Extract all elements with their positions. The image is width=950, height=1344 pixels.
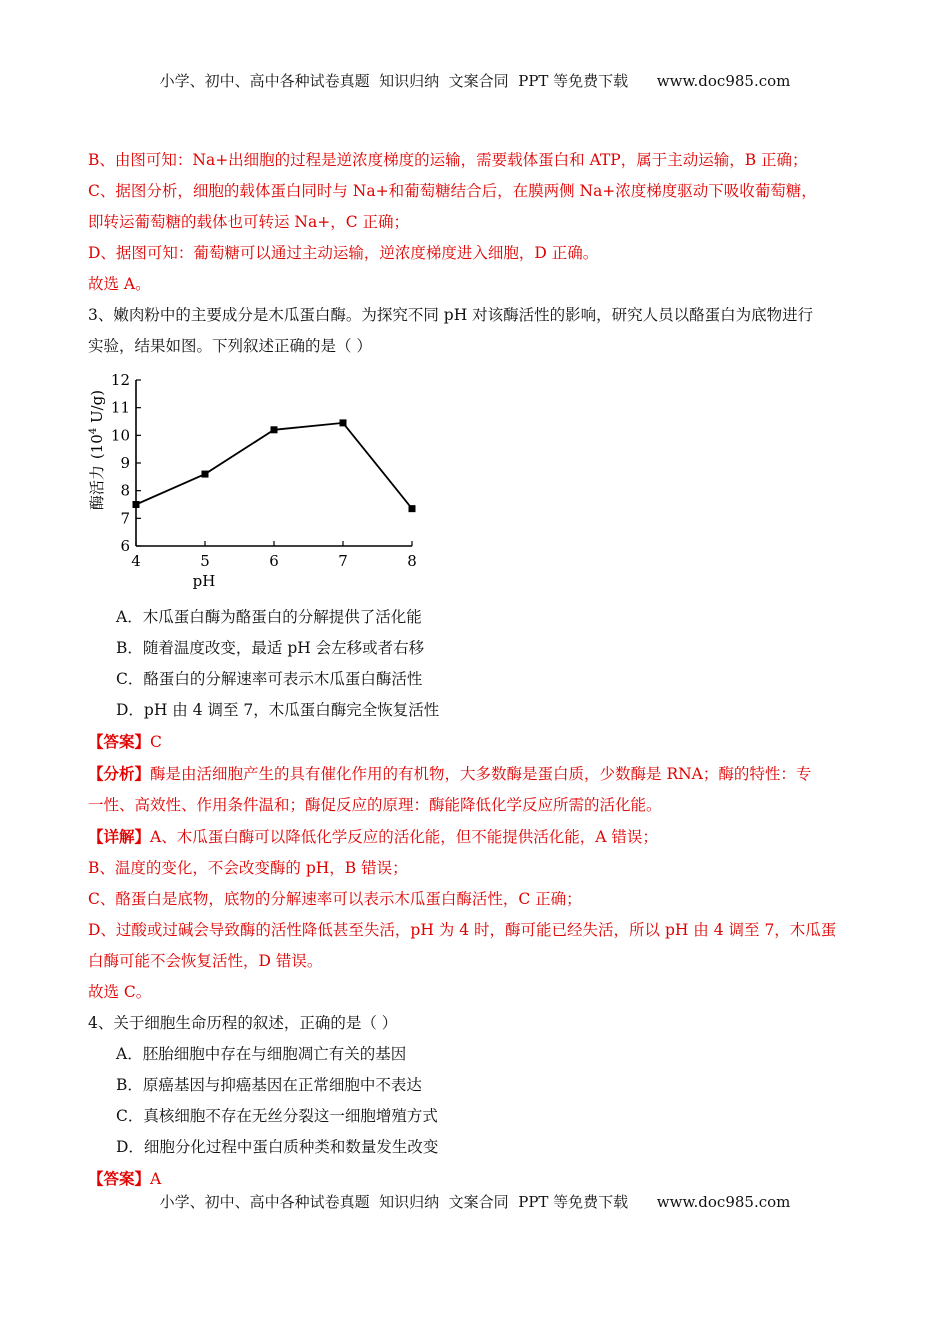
q3-answer (88, 726, 868, 758)
q4-stem: 4、关于细胞生命历程的叙述，正确的是（ ） (88, 1014, 398, 1032)
q3-analysis-text1: 酶是由活细胞产生的具有催化作用的有机物，大多数酶是蛋白质，少数酶是 RNA；酶的特性：专 (150, 765, 812, 783)
q4-option-c: C．真核细胞不存在无丝分裂这一细胞增殖方式 (116, 1107, 438, 1125)
x-axis-label: pH (192, 572, 216, 590)
q3-analysis-line2: 一性、高效性、作用条件温和；酶促反应的原理：酶能降低化学反应所需的活化能。 (88, 796, 662, 814)
q3-detail-a-text: A、木瓜蛋白酶可以降低化学反应的活化能，但不能提供活化能，A 错误； (150, 828, 658, 846)
q3-detail-c: C、酪蛋白是底物，底物的分解速率可以表示木瓜蛋白酶活性，C 正确； (88, 890, 582, 908)
q4-option-b: B．原癌基因与抑癌基因在正常细胞中不表达 (116, 1076, 422, 1094)
y-tick-label: 8 (120, 481, 130, 500)
page-content (88, 145, 868, 1195)
q3-detail-label: 【详解】 (88, 827, 151, 846)
prev-analysis-c-line2: 即转运葡萄糖的载体也可转运 Na+，C 正确； (88, 213, 410, 231)
q3-analysis-line1 (88, 758, 868, 790)
x-tick-label: 6 (269, 552, 279, 570)
q4-option-a: A．胚胎细胞中存在与细胞凋亡有关的基因 (116, 1045, 407, 1063)
q3-stem-line2: 实验，结果如图。下列叙述正确的是（ ） (88, 337, 372, 355)
page-footer: 小学、初中、高中各种试卷真题 知识归纳 文案合同 PPT 等免费下载 www.doc985.com (159, 1193, 791, 1211)
q3-answer-value: C (150, 733, 162, 751)
q4-option-d: D．细胞分化过程中蛋白质种类和数量发生改变 (116, 1138, 439, 1156)
activity-series-line (136, 423, 412, 509)
q4-answer-label: 【答案】 (88, 1169, 151, 1188)
y-tick-label: 9 (120, 454, 130, 472)
y-tick-label: 10 (110, 426, 130, 445)
y-tick-label: 6 (120, 537, 130, 555)
q3-option-b: B．随着温度改变，最适 pH 会左移或者右移 (116, 639, 425, 657)
data-point-marker (340, 419, 347, 426)
q3-option-c: C．酪蛋白的分解速率可表示木瓜蛋白酶活性 (116, 670, 423, 688)
q3-detail-a (88, 821, 868, 853)
q3-answer-label: 【答案】 (88, 732, 151, 751)
x-tick-label: 7 (338, 552, 348, 570)
prev-analysis-b: B、由图可知：Na+出细胞的过程是逆浓度梯度的运输，需要载体蛋白和 ATP，属于主动运输，B 正确； (88, 151, 808, 169)
q3-option-d: D．pH 由 4 调至 7，木瓜蛋白酶完全恢复活性 (116, 701, 440, 719)
data-point-marker (409, 505, 416, 512)
q3-detail-b: B、温度的变化，不会改变酶的 pH，B 错误； (88, 859, 408, 877)
prev-analysis-c-line1: C、据图分析，细胞的载体蛋白同时与 Na+和葡萄糖结合后，在膜两侧 Na+浓度梯度驱动下吸收葡萄糖， (88, 182, 817, 200)
ph-enzyme-activity-chart (88, 368, 428, 598)
q3-detail-d-line2: 白酶可能不会恢复活性，D 错误。 (88, 952, 323, 970)
y-tick-label: 12 (110, 371, 130, 389)
q3-detail-d-line1: D、过酸或过碱会导致酶的活性降低甚至失活，pH 为 4 时，酶可能已经失活，所以 pH 由 4 调至 7，木瓜蛋 (88, 921, 837, 939)
x-tick-label: 5 (200, 552, 210, 570)
y-axis-label: 酶活力($10^4$ U/g) (88, 389, 106, 511)
page-header: 小学、初中、高中各种试卷真题 知识归纳 文案合同 PPT 等免费下载 www.doc985.com (159, 72, 791, 90)
prev-analysis-d: D、据图可知：葡萄糖可以通过主动运输，逆浓度梯度进入细胞，D 正确。 (88, 244, 599, 262)
x-tick-label: 8 (407, 552, 417, 570)
q3-conclusion: 故选 C。 (88, 983, 152, 1001)
data-point-marker (133, 501, 140, 508)
q4-answer-value: A (150, 1170, 162, 1188)
data-point-marker (271, 426, 278, 433)
x-tick-label: 4 (131, 552, 141, 570)
prev-conclusion: 故选 A。 (88, 275, 151, 293)
q3-option-a: A．木瓜蛋白酶为酪蛋白的分解提供了活化能 (116, 608, 422, 626)
y-tick-label: 7 (120, 509, 130, 528)
q3-analysis-label: 【分析】 (88, 764, 151, 783)
q3-stem-line1: 3、嫩肉粉中的主要成分是木瓜蛋白酶。为探究不同 pH 对该酶活性的影响，研究人员以酪蛋白为底物进行 (88, 306, 814, 324)
y-tick-label: 11 (110, 398, 130, 417)
data-point-marker (202, 471, 209, 478)
q3-chart-container (88, 362, 868, 602)
